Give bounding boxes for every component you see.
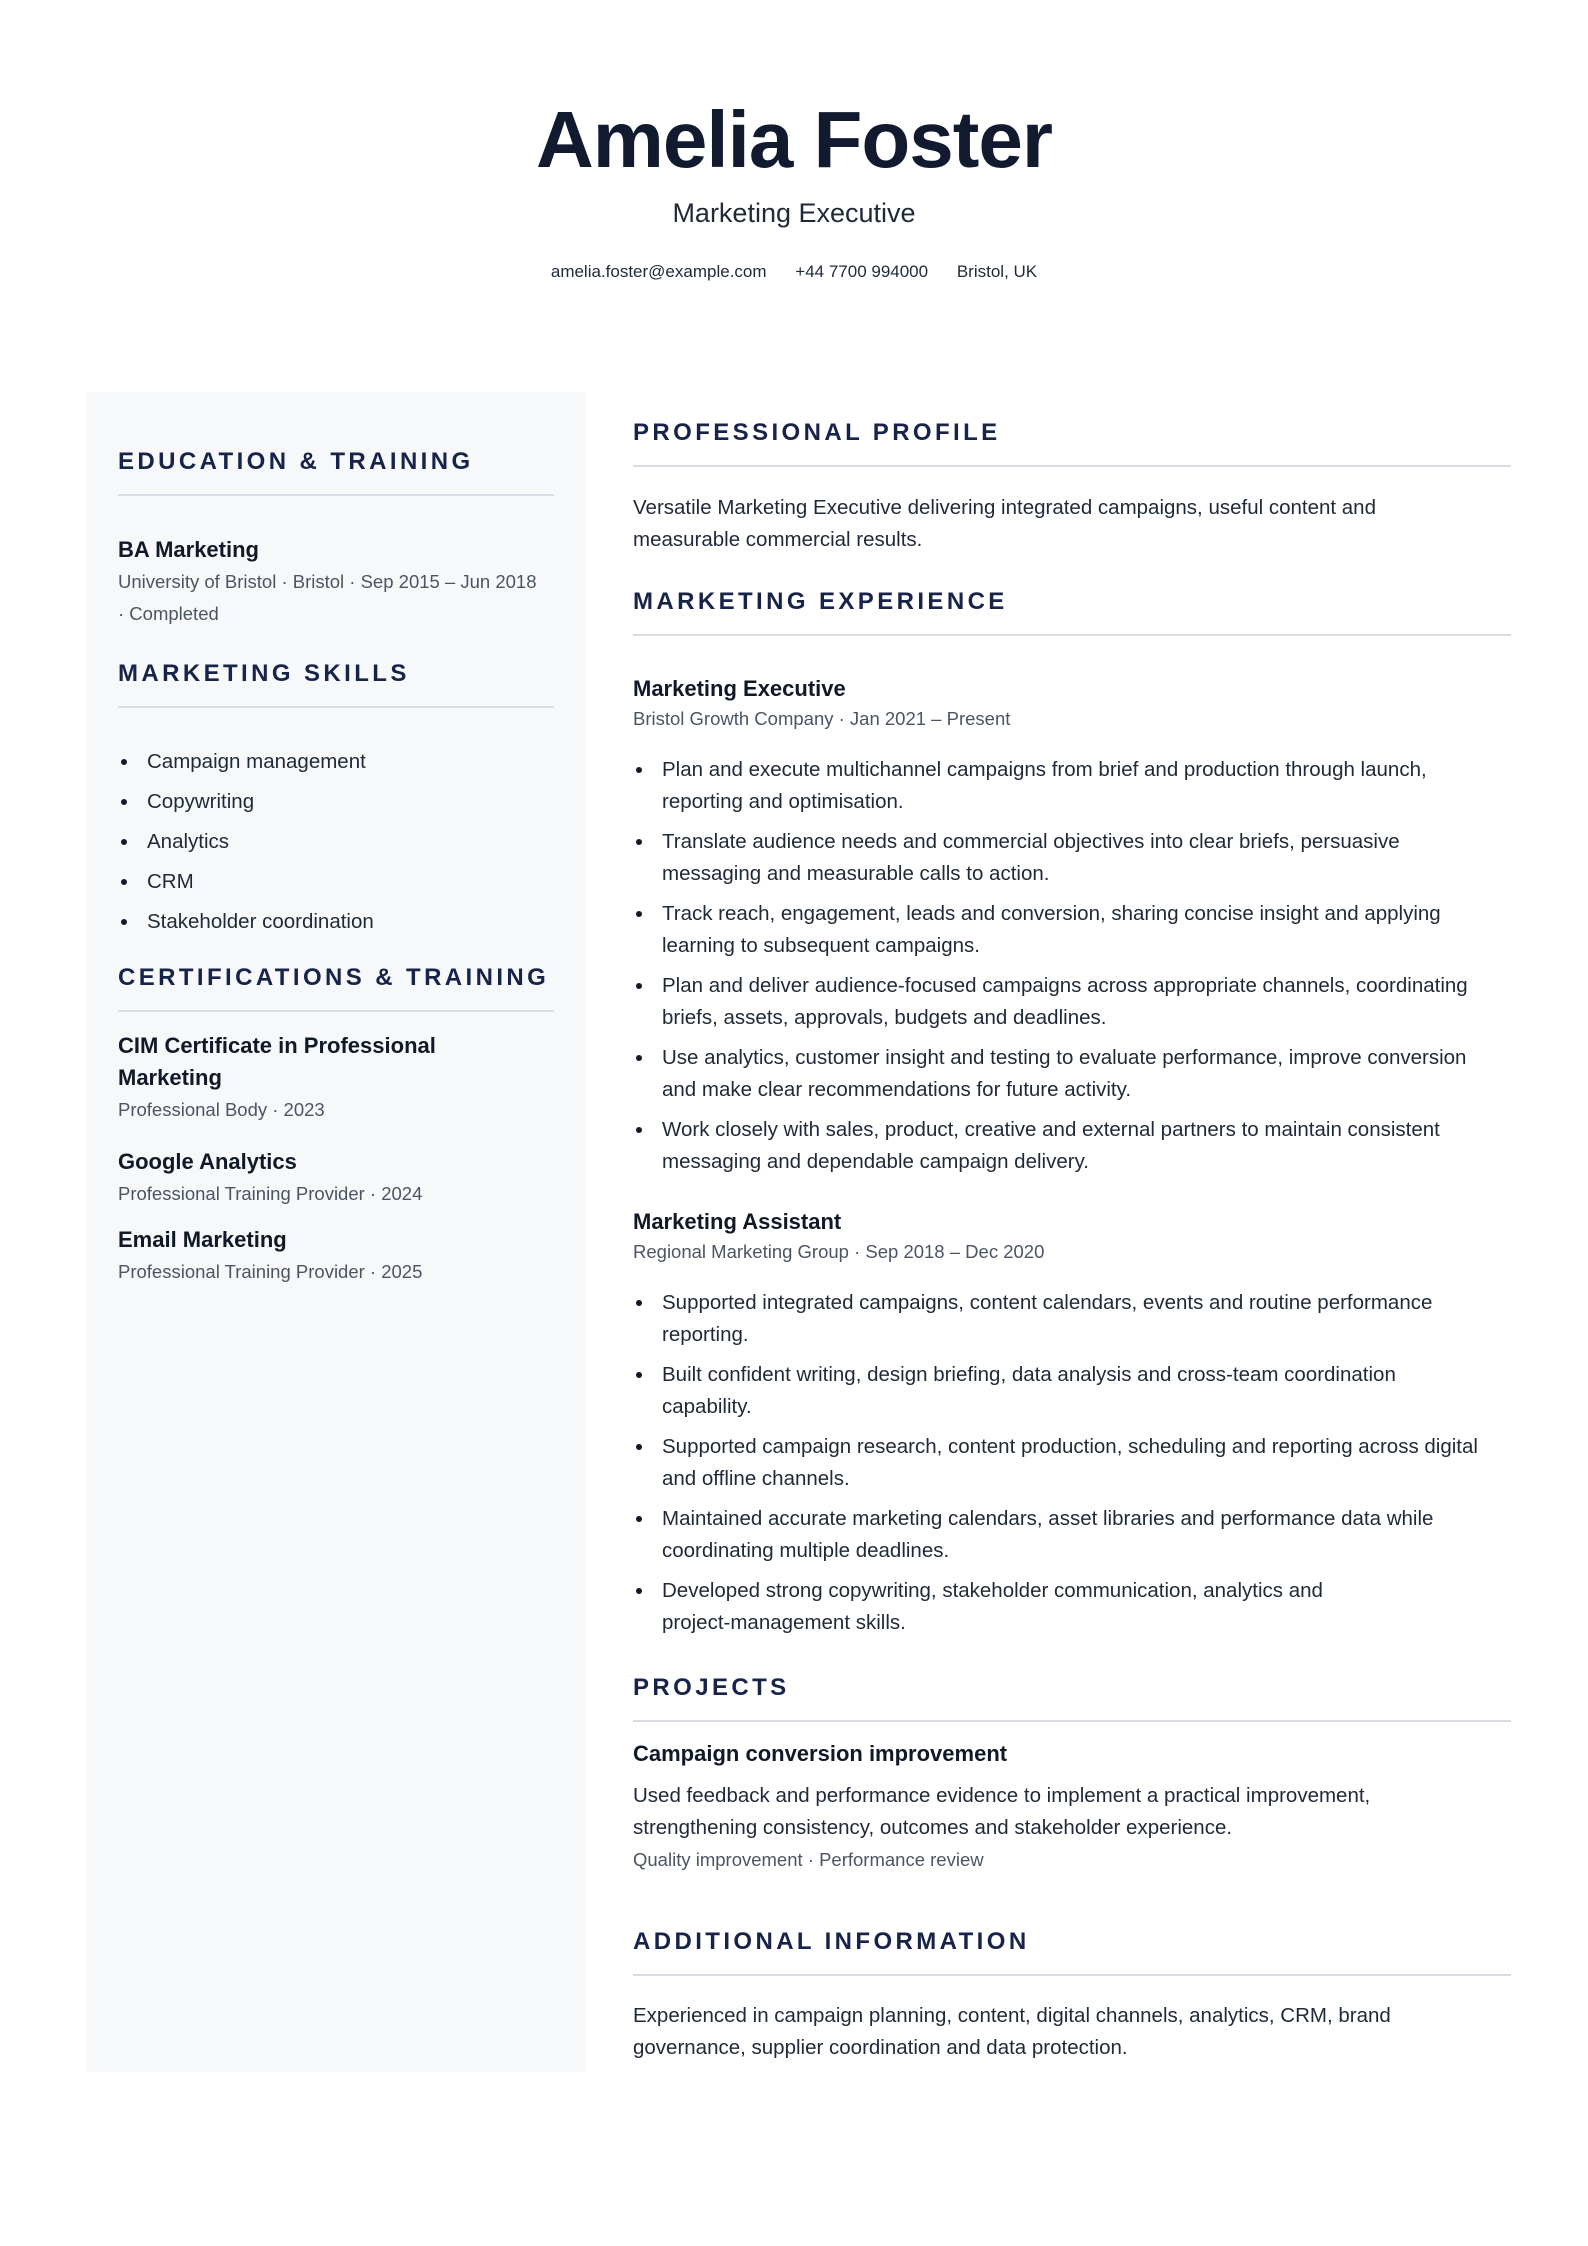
education-section (118, 446, 554, 496)
job-bullet: Translate audience needs and commercial objectives into clear briefs, persuasive messaging and measurable calls to action. (633, 826, 1511, 890)
job-bullet: Plan and deliver audience-focused campaigns across appropriate channels, coordinating briefs, assets, approvals, budgets and deadlines. (633, 970, 1511, 1034)
job-bullet: Built confident writing, design briefing, data analysis and cross-team coordination capability. (633, 1359, 1511, 1423)
certification-detail: Professional Training Provider · 2025 (118, 1261, 423, 1282)
job-meta: Regional Marketing Group · Sep 2018 – Dec 2020 (633, 1241, 1045, 1262)
section-title-certifications: CERTIFICATIONS & TRAINING (118, 964, 550, 991)
contact-location: Bristol, UK (956, 262, 1038, 281)
section-title-projects: PROJECTS (633, 1674, 790, 1701)
project-line: Used feedback and performance evidence to implement a practical improvement, (633, 1784, 1371, 1807)
certification-item (118, 1224, 554, 1288)
skill-item: Analytics (118, 822, 554, 862)
job-bullet: Plan and execute multichannel campaigns from brief and production through launch, reporting and optimisation. (633, 754, 1511, 818)
section-divider (118, 706, 554, 708)
job-bullet: Use analytics, customer insight and testing to evaluate performance, improve conversion and make clear recommendations for future activity. (633, 1042, 1511, 1106)
certification-item (118, 1030, 554, 1126)
candidate-name: Amelia Foster (535, 95, 1053, 184)
project-entry (633, 1738, 1511, 1876)
job-bullet: Supported integrated campaigns, content calendars, events and routine performance reporting. (633, 1287, 1511, 1351)
skill-item: Stakeholder coordination (118, 902, 554, 942)
profile-line: Versatile Marketing Executive delivering integrated campaigns, useful content and (633, 496, 1376, 519)
degree-status: · Completed (118, 603, 219, 624)
section-divider (633, 465, 1511, 467)
profile-text (633, 492, 1511, 556)
job-bullet: Developed strong copywriting, stakeholder communication, analytics and project-management skills. (633, 1575, 1511, 1639)
certifications-section (118, 962, 554, 1012)
candidate-role: Marketing Executive (672, 198, 916, 228)
job-bullets (633, 754, 1511, 1186)
section-title-skills: MARKETING SKILLS (118, 660, 410, 687)
additional-section (633, 1926, 1511, 1976)
job-bullet: Track reach, engagement, leads and conversion, sharing concise insight and applying learning to subsequent campaigns. (633, 898, 1511, 962)
profile-section (633, 417, 1511, 467)
job-bullet: Supported campaign research, content production, scheduling and reporting across digital and offline channels. (633, 1431, 1511, 1495)
section-divider (118, 1010, 554, 1012)
additional-line: Experienced in campaign planning, content, digital channels, analytics, CRM, brand (633, 2004, 1391, 2027)
experience-section (633, 586, 1511, 636)
section-divider (118, 494, 554, 496)
additional-text (633, 2000, 1511, 2064)
skills-list (118, 742, 554, 942)
sidebar (86, 392, 586, 2072)
job-bullet: Maintained accurate marketing calendars, asset libraries and performance data while coordinating multiple deadlines. (633, 1503, 1511, 1567)
certification-name: Google Analytics (118, 1149, 297, 1174)
job-bullet: Work closely with sales, product, creative and external partners to maintain consistent messaging and dependable campaign delivery. (633, 1114, 1511, 1178)
contact-email: amelia.foster@example.com (550, 262, 767, 281)
skill-item: Copywriting (118, 782, 554, 822)
section-title-education: EDUCATION & TRAINING (118, 448, 474, 475)
section-divider (633, 1974, 1511, 1976)
profile-line: measurable commercial results. (633, 528, 923, 551)
project-name: Campaign conversion improvement (633, 1741, 1008, 1766)
job-meta: Bristol Growth Company · Jan 2021 – Present (633, 708, 1011, 729)
section-title-experience: MARKETING EXPERIENCE (633, 588, 1008, 615)
certification-name-cont: Marketing (118, 1065, 222, 1090)
section-title-additional: ADDITIONAL INFORMATION (633, 1928, 1030, 1955)
project-tags: Quality improvement · Performance review (633, 1849, 984, 1870)
certification-item (118, 1146, 554, 1210)
job-role: Marketing Executive (633, 676, 846, 701)
section-title-profile: PROFESSIONAL PROFILE (633, 419, 1001, 446)
projects-section (633, 1672, 1511, 1722)
job-entry (633, 1206, 1511, 1266)
certification-detail: Professional Body · 2023 (118, 1099, 325, 1120)
certification-name: Email Marketing (118, 1227, 287, 1252)
skill-item: CRM (118, 862, 554, 902)
job-entry (633, 673, 1511, 733)
contact-line (0, 260, 1588, 284)
job-bullets (633, 1287, 1511, 1647)
job-role: Marketing Assistant (633, 1209, 842, 1234)
contact-phone: +44 7700 994000 (795, 262, 929, 281)
education-entry (118, 534, 554, 630)
additional-line: governance, supplier coordination and data protection. (633, 2036, 1128, 2059)
section-divider (633, 1720, 1511, 1722)
degree-details: University of Bristol · Bristol · Sep 2015 – Jun 2018 (118, 571, 537, 592)
skill-item: Campaign management (118, 742, 554, 782)
skills-section (118, 658, 554, 708)
degree-title: BA Marketing (118, 537, 259, 562)
certification-detail: Professional Training Provider · 2024 (118, 1183, 423, 1204)
section-divider (633, 634, 1511, 636)
certification-name: CIM Certificate in Professional (118, 1033, 436, 1058)
project-line: strengthening consistency, outcomes and stakeholder experience. (633, 1816, 1233, 1839)
